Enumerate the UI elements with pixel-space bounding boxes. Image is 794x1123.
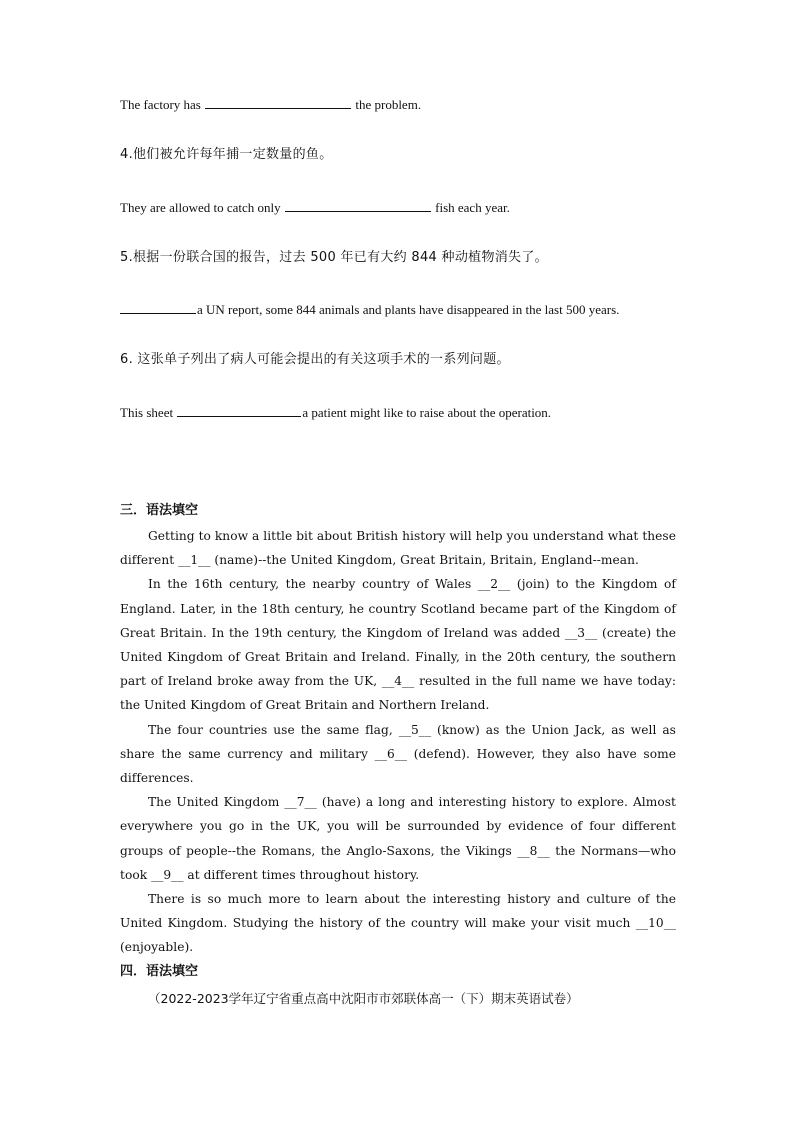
passage-paragraph-2: In the 16th century, the nearby country of Wales __2__ (join) to the Kingdom of England. Later, in the 18th century, he country Scotland became part of the Kingdom of Great Britain. In the 19th century, the Kingdom of Ireland was added __3__ (create) the United Kingdom of Great Britain and Ireland. Finally, in the 20th century, the southern part of Ireland broke away from the UK, __4__ resulted in the full name we have today: the United Kingdom of Great Britain and Northern Ireland. xyxy=(120,577,676,713)
translation-item-4-english xyxy=(120,199,510,216)
passage-paragraph-5: There is so much more to learn about the interesting history and culture of the United Kingdom. Studying the history of the country will make your visit much __10__ (enjoyable). xyxy=(120,892,676,955)
answer-blank xyxy=(120,301,196,314)
answer-blank xyxy=(205,96,351,109)
sentence-end: a UN report, some 844 animals and plants have disappeared in the last 500 years. xyxy=(197,302,620,317)
sentence-end: a patient might like to raise about the operation. xyxy=(302,405,552,420)
grammar-passage xyxy=(120,524,676,960)
passage-paragraph-4: The United Kingdom __7__ (have) a long and interesting history to explore. Almost everywhere you go in the UK, you will be surrounded by evidence of four different groups of people--the Romans, the Anglo-Saxons, the Vikings __8__ the Normans—who took __9__ at different times throughout history. xyxy=(120,795,676,882)
section-4-title: 四．语法填空 xyxy=(120,964,199,979)
sentence-start: They are allowed to catch only xyxy=(120,200,281,215)
translation-item-6-chinese: 6. 这张单子列出了病人可能会提出的有关这项手术的一系列问题。 xyxy=(120,352,510,367)
passage-paragraph-1: Getting to know a little bit about British history will help you understand what these different __1__ (name)--the United Kingdom, Great Britain, Britain, England--mean. xyxy=(120,529,676,568)
answer-blank xyxy=(177,404,301,417)
translation-item-6-english xyxy=(120,404,551,421)
translation-item-3-english xyxy=(120,96,421,113)
section-3-title: 三．语法填空 xyxy=(120,503,199,518)
exam-source: （2022-2023学年辽宁省重点高中沈阳市市郊联体高一（下）期末英语试卷） xyxy=(148,991,579,1006)
translation-item-5-chinese: 5.根据一份联合国的报告，过去 500 年已有大约 844 种动植物消失了。 xyxy=(120,250,548,265)
sentence-start: This sheet xyxy=(120,405,174,420)
passage-paragraph-3: The four countries use the same flag, __5__ (know) as the Union Jack, as well as share the same currency and military __6__ (defend). However, they also have some differences. xyxy=(120,722,676,786)
answer-blank xyxy=(285,199,431,212)
sentence-end: the problem. xyxy=(355,97,422,112)
translation-item-5-english xyxy=(120,301,619,318)
sentence-end: fish each year. xyxy=(435,200,510,215)
translation-item-4-chinese: 4.他们被允许每年捕一定数量的鱼。 xyxy=(120,147,333,162)
sentence-start: The factory has xyxy=(120,97,201,112)
